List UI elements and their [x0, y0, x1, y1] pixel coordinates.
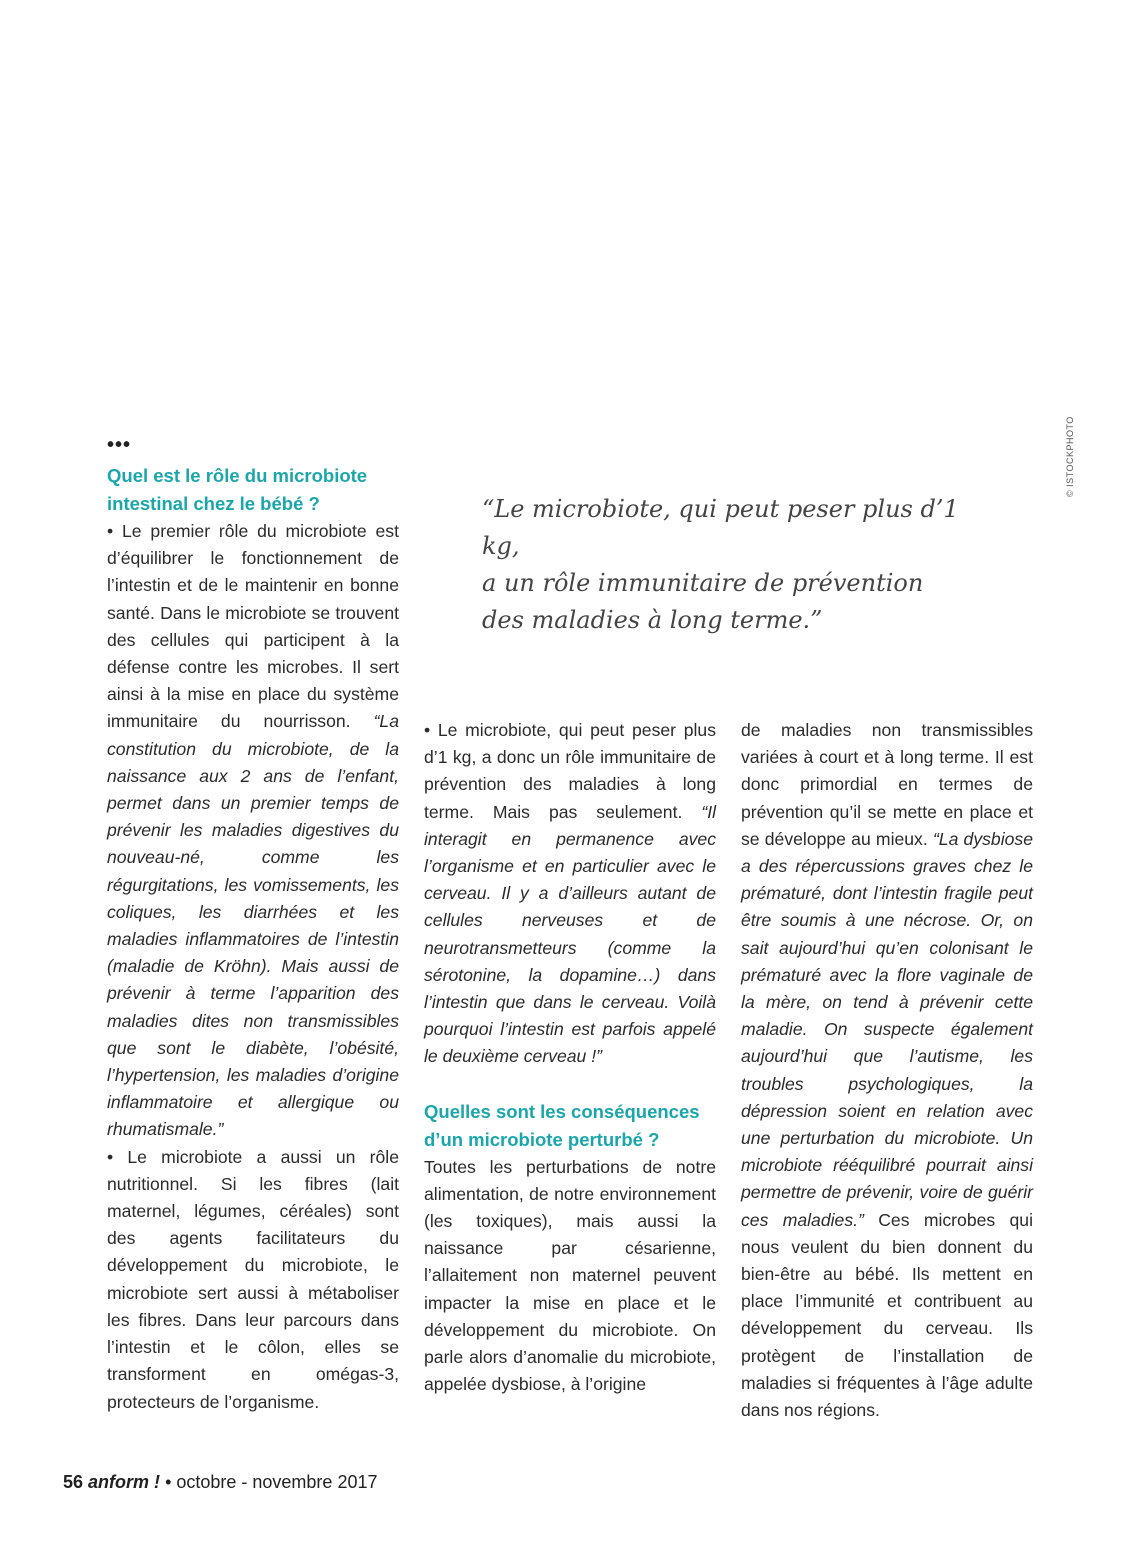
continuation-dots: •••	[107, 434, 132, 456]
paragraph: • Le microbiote a aussi un rôle nutritionnel. Si les fibres (lait maternel, légumes, céréales) sont des agents facilitateurs du développement du microbiote, le microbiote sert aussi à métaboliser les fibres. Dans leur parcours dans l’intestin et le côlon, elles se transforment en omégas-3, protecteurs de l’organisme.	[107, 1146, 399, 1412]
paragraph: Toutes les perturbations de notre alimentation, de notre environnement (les toxiques), mais aussi la naissance par césarienne, l’allaitement non maternel peuvent impacter la mise en place et le développement du microbiote. On parle alors d’anomalie du microbiote, appelée dysbiose, à l’origine	[424, 1156, 716, 1395]
section-heading-consequences: Quelles sont les conséquences d’un microbiote perturbé ?	[424, 1100, 700, 1150]
page-footer	[63, 1472, 378, 1493]
photo-credit: © ISTOCKPHOTO	[1065, 416, 1075, 497]
section-heading-role: Quel est le rôle du microbiote intestinal chez le bébé ?	[107, 465, 368, 514]
page-number: 56	[63, 1472, 84, 1492]
column-1	[107, 436, 399, 1416]
paragraph: de maladies non transmissibles variées à court et à long terme. Il est donc primordial en termes de prévention qu’il se mette en place et se développe au mieux. “La dysbiose a des répercussions graves chez le prématuré, dont l’intestin fragile peut être soumis à une nécrose. Or, on sait aujourd’hui qu’en colonisant le prématuré avec la flore vaginale de la mère, on tend à prévenir cette maladie. On suspecte également aujourd’hui que l’autisme, les troubles psychologiques, la dépression soient en relation avec une perturbation du microbiote. Un microbiote rééquilibré pourrait ainsi permettre de prévenir, voire de guérir ces maladies.” Ces microbes qui nous veulent du bien donnent du bien-être au bébé. Ils mettent en place l’immunité et contribuent au développement du cerveau. Ils protègent de l’installation de maladies si fréquentes à l’âge adulte dans nos régions.	[741, 720, 1033, 1421]
pull-quote: “Le microbiote, qui peut peser plus d’1 kg, a un rôle immunitaire de prévention des maladies à long terme.”	[482, 495, 959, 634]
paragraph: • Le microbiote, qui peut peser plus d’1 kg, a donc un rôle immunitaire de prévention des maladies à long terme. Mais pas seulement. “Il interagit en permanence avec l’organisme et en particulier avec le cerveau. Il y a d’ailleurs autant de cellules nerveuses et de neurotransmetteurs (comme la sérotonine, la dopamine…) dans l’intestin que dans le cerveau. Voilà pourquoi l’intestin est parfois appelé le deuxième cerveau !”	[424, 720, 716, 1067]
column-2	[424, 717, 716, 1398]
paragraph: • Le premier rôle du microbiote est d’équilibrer le fonctionnement de l’intestin et de le maintenir en bonne santé. Dans le microbiote se trouvent des cellules qui participent à la défense contre les microbes. Il sert ainsi à la mise en place du système immunitaire du nourrisson. “La constitution du microbiote, de la naissance aux 2 ans de l’enfant, permet dans un premier temps de prévenir les maladies digestives du nouveau-né, comme les régurgitations, les vomissements, les coliques, les diarrhées et les maladies inflammatoires de l’intestin (maladie de Kröhn). Mais aussi de prévenir à terme l’apparition des maladies dites non transmissibles que sont le diabète, l’obésité, l’hypertension, les maladies d’origine inflammatoire et allergique ou rhumatismale.”	[107, 521, 399, 1140]
column-3	[741, 717, 1033, 1424]
issue-date: • octobre - novembre 2017	[165, 1472, 378, 1492]
magazine-name: anform !	[88, 1472, 161, 1492]
